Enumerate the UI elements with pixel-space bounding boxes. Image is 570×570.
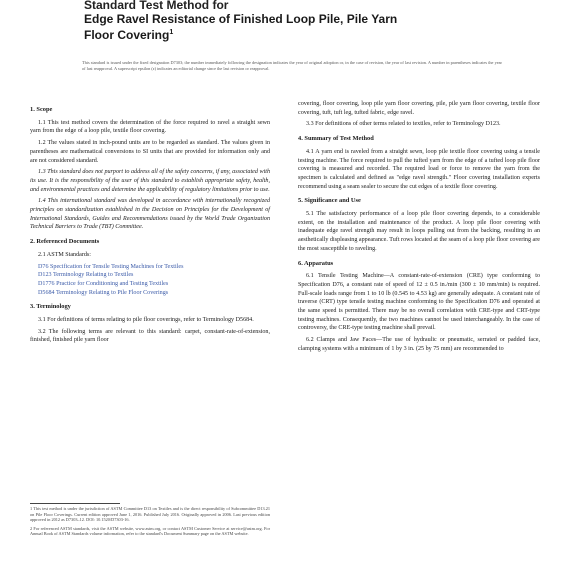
paragraph-3-1: 3.1 For definitions of terms relating to pile floor coverings, refer to Terminology D5684. xyxy=(38,317,254,324)
section-heading-scope: 1. Scope xyxy=(30,106,53,113)
left-column xyxy=(30,100,270,348)
paragraph-1-1: 1.1 This test method covers the determination of the force required to ravel a straight sewn yarn from the edge of a loop pile, textile floor covering. xyxy=(30,119,270,135)
paragraph-3-3: 3.3 For definitions of other terms related to textiles, refer to Terminology D123. xyxy=(306,121,501,128)
title-block xyxy=(84,0,504,42)
title-line-2: Edge Ravel Resistance of Finished Loop Pile, Pile Yarn xyxy=(84,12,398,26)
paragraph-5-1: 5.1 The satisfactory performance of a loop pile floor covering depends, to a considerable extent, on the installation and maintenance of the product. A loop pile floor covering with inadequate edge ravel strength may result in loops pulling out from the backing, resulting in an aesthetically displeasing appearance. Tuft rows located at the seam of a loop pile floor covering are the most susceptible to raveling. xyxy=(298,211,540,252)
section-heading-apparatus: 6. Apparatus xyxy=(298,259,334,267)
section-heading-significance: 5. Significance and Use xyxy=(298,197,361,205)
footnote-1: 1 This test method is under the jurisdiction of ASTM Committee D13 on Textiles and is the direct responsibility of Subcommittee D13.21 on Pile Floor Coverings. Current edition approved June 1, 2016. Published July 2016. Originally approved in 2006. Last previous edition approved in 2012 as D7303–12. DOI: 10.1520/D7303-16. xyxy=(30,506,270,523)
paragraph-3-2-continued: covering, floor covering, loop pile yarn floor covering, pile, pile yarn floor covering, textile floor covering, tuft, tuft leg, tufted fabric, edge ravel. xyxy=(298,101,540,116)
section-heading-summary: 4. Summary of Test Method xyxy=(298,135,374,143)
paragraph-2-1: 2.1 ASTM Standards: xyxy=(38,251,91,258)
footnotes xyxy=(30,506,270,540)
section-heading-terminology: 3. Terminology xyxy=(30,303,71,311)
paragraph-1-4: 1.4 This international standard was developed in accordance with internationally recognized principles on standardization established in the Decision on Principles for the Development of International Standards, Guides and Recommendations issued by the World Trade Organization Technical Barriers to Trade (TBT) Committee. xyxy=(30,198,270,231)
paragraph-1-3: 1.3 This standard does not purport to address all of the safety concerns, if any, associated with its use. It is the responsibility of the user of this standard to establish appropriate safety, health, and environmental practices and determine the applicability of regulatory limitations prior to use. xyxy=(30,169,270,193)
paragraph-3-2: 3.2 The following terms are relevant to this standard: carpet, constant-rate-of-extension, finished, finished pile yarn floor xyxy=(30,328,270,344)
title-line-1: Standard Test Method for xyxy=(84,0,229,12)
reference-link[interactable]: D5684 Terminology Relating to Pile Floor Coverings xyxy=(38,289,169,296)
reference-link[interactable]: D123 Terminology Relating to Textiles xyxy=(38,272,134,279)
footnote-divider xyxy=(30,503,120,504)
title-line-3-text: Floor Covering xyxy=(84,28,170,42)
paragraph-4-1: 4.1 A yarn end is raveled from a straight sewn, loop pile textile floor covering using a tensile testing machine. The force required to pull the tufted yarn from the edge of a tufted loop pile floor covering is measured and recorded. The required load or force to remove the yarn from the specimen is calculated and defined as "edge ravel strength." Floor covering installation experts recommend using a seam sealer to secure the cut edges of a textile floor covering. xyxy=(298,148,540,190)
paragraph-1-2: 1.2 The values stated in inch-pound units are to be regarded as standard. The values given in parentheses are mathematical conversions to SI units that are provided for information only and are not considered standard. xyxy=(30,140,270,164)
section-heading-referenced-documents: 2. Referenced Documents xyxy=(30,238,100,246)
reference-link[interactable]: D1776 Practice for Conditioning and Testing Textiles xyxy=(38,280,169,287)
reference-list xyxy=(38,263,270,298)
title-footnote-mark: 1 xyxy=(169,29,174,36)
paragraph-6-2: 6.2 Clamps and Jaw Faces—The use of hydraulic or pneumatic, serrated or padded face, clamping systems with a minimum of 1 by 3 in. (25 by 75 mm) are recommended to xyxy=(298,337,540,352)
designation-note: This standard is issued under the fixed designation D7303; the number immediately following the designation indicates the year of original adoption or, in the case of revision, the year of last revision. A number in parentheses indicates the year of last reapproval. A superscript epsilon (ε) indicates an editorial change since the last revision or reapproval. xyxy=(82,60,502,71)
right-column xyxy=(298,100,540,357)
paragraph-6-1: 6.1 Tensile Testing Machine—A constant-rate-of-extension (CRE) type conforming to Specification D76, a constant rate of speed of 12 ± 0.5 in./min (300 ± 10 mm/min) is required. Full-scale loads range from 1 to 10 lb (0.545 to 4.53 kg) are generally adequate. A constant rate of traverse (CRT) type tensile testing machine conforming to the Specification D76 and operated at the same speed is permitted. There may be no overall correlation with CRE-type and CRT-type testing machines. Consequently, the two machines cannot be used interchangeably. In the case of controversy, the CRE-type testing machine shall prevail. xyxy=(298,273,540,332)
title-line-3 xyxy=(84,26,504,42)
reference-link[interactable]: D76 Specification for Tensile Testing Machines for Textiles xyxy=(38,263,184,270)
footnote-2: 2 For referenced ASTM standards, visit the ASTM website, www.astm.org, or contact ASTM Customer Service at service@astm.org. For Annual Book of ASTM Standards volume information, refer to the standard's Document Summary page on the ASTM website. xyxy=(30,525,270,537)
